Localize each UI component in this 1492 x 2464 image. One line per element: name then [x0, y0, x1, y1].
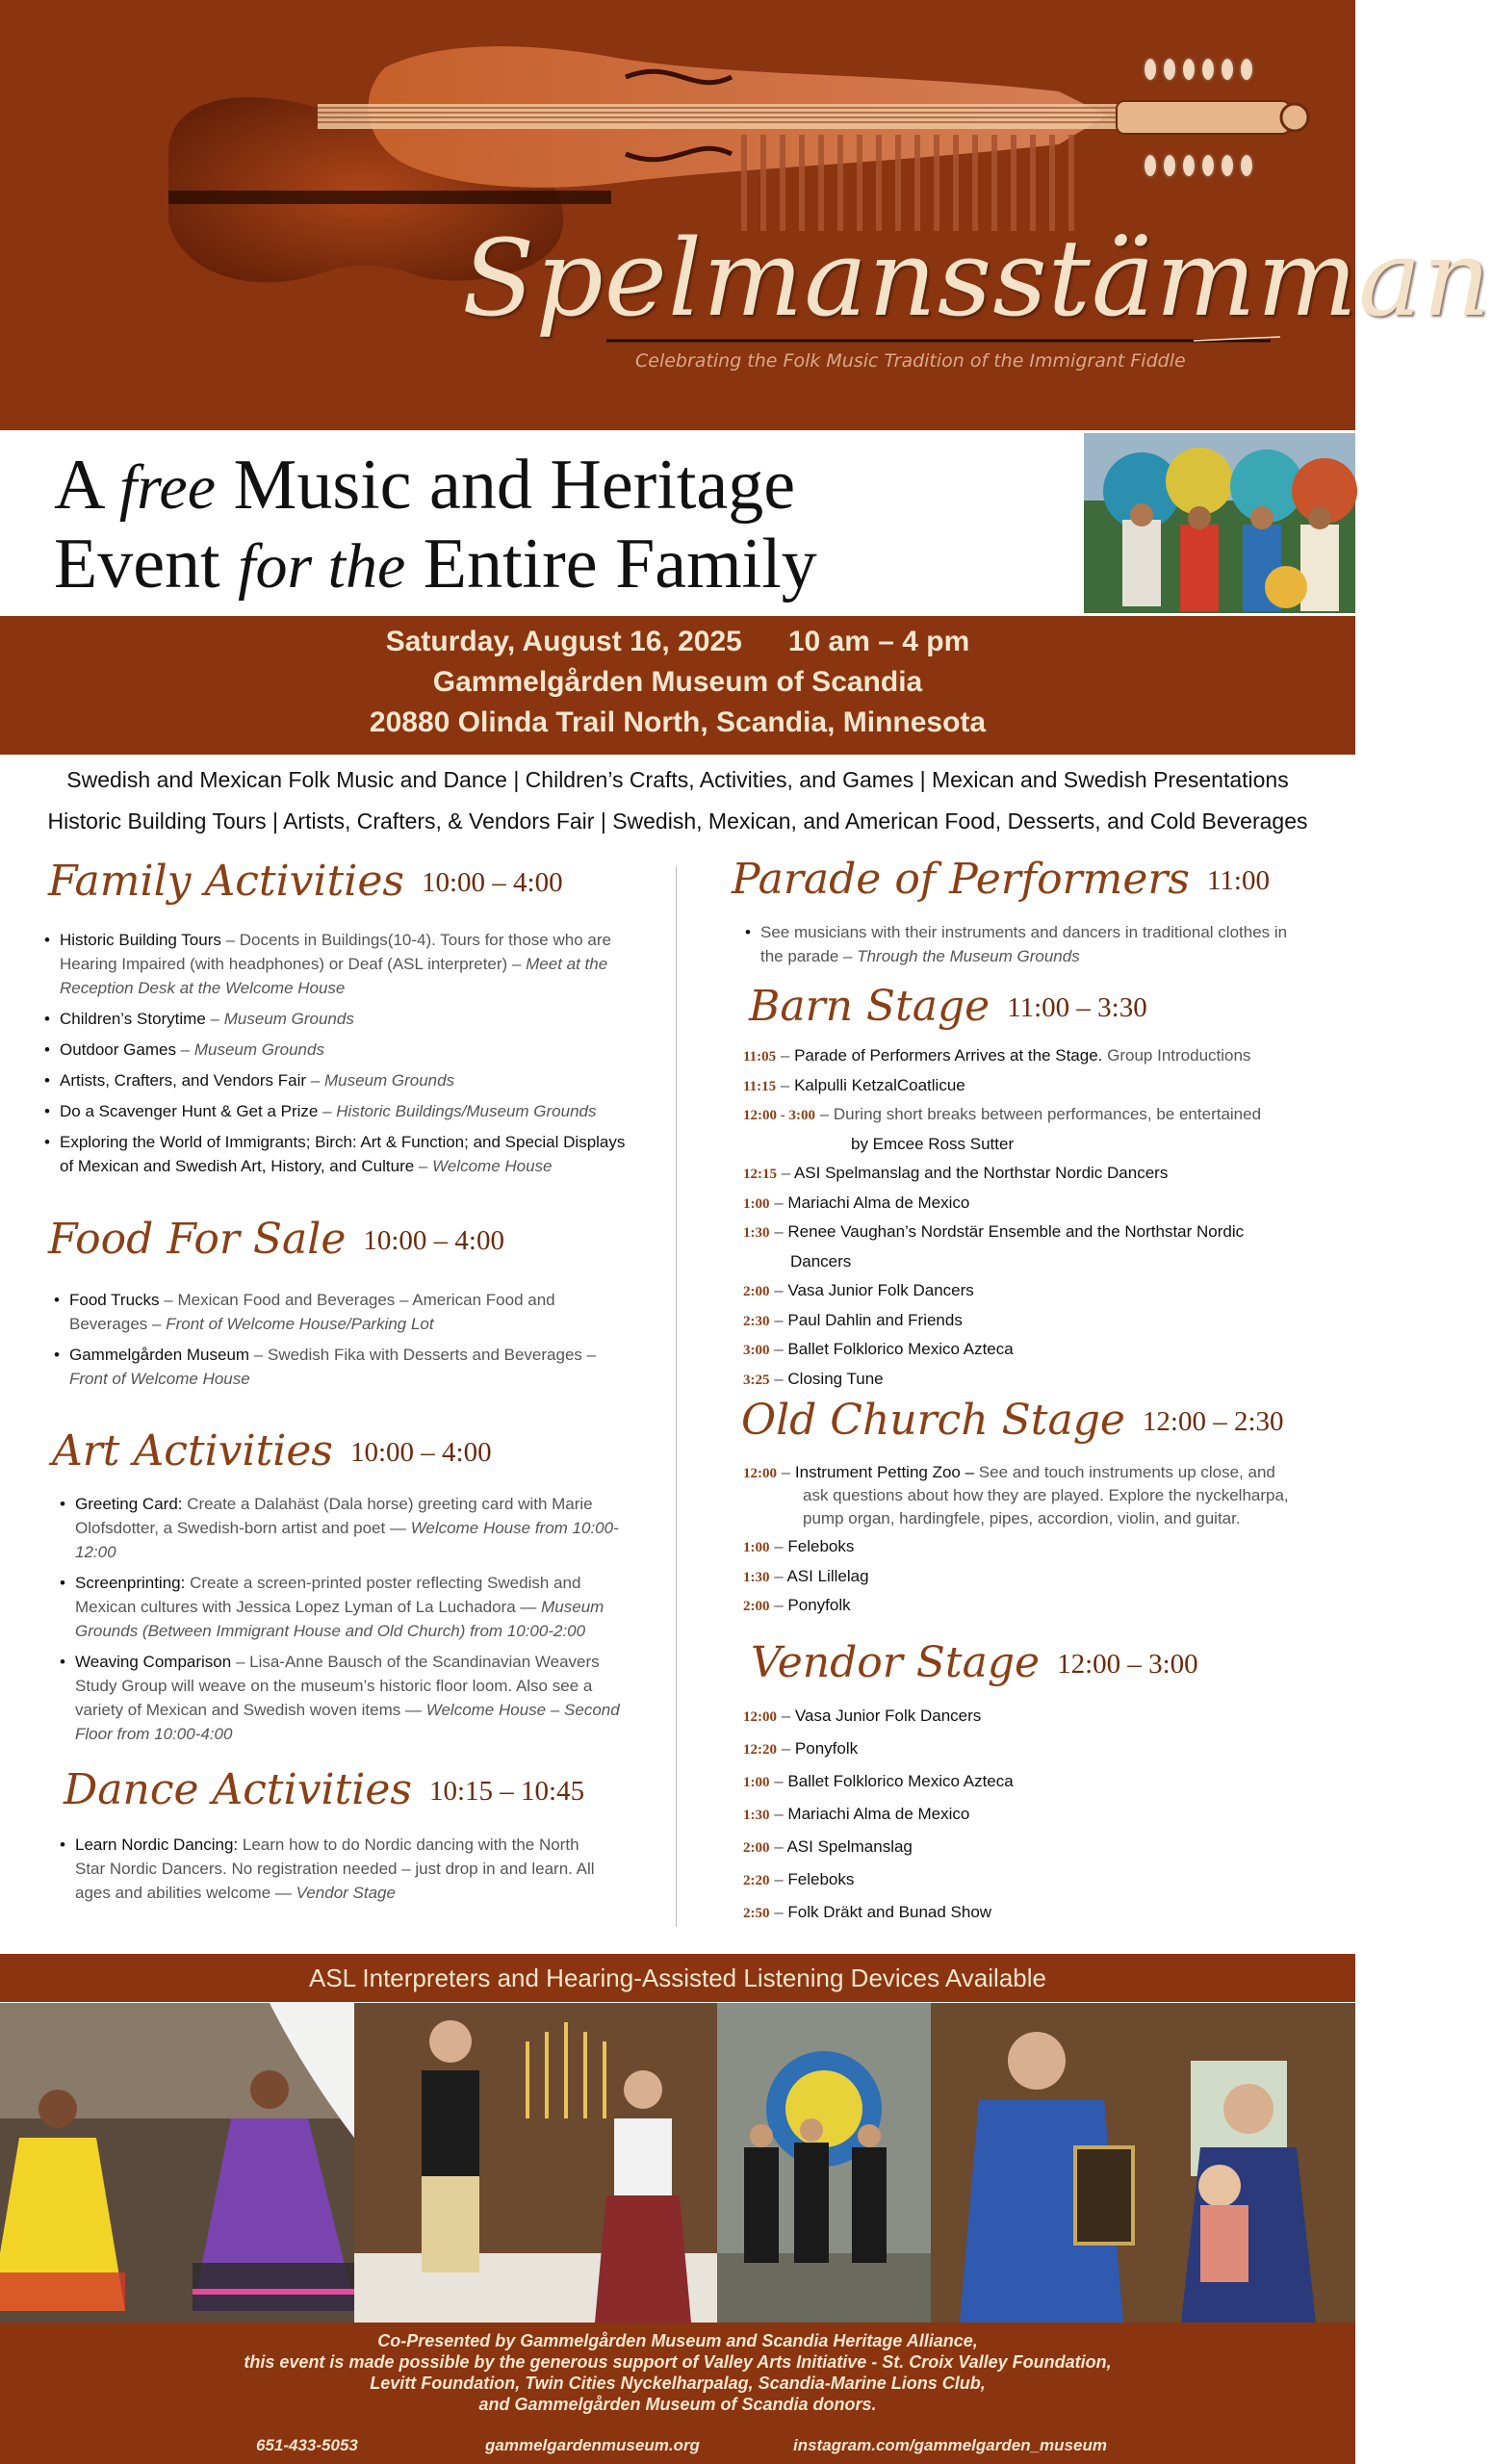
list-item: • Learn Nordic Dancing: Learn how to do Nordic dancing with the North Star Nordic Dancers. No registration needed – just drop in and learn. All ages and abilities welcome — Vendor Stage	[60, 1833, 608, 1905]
highlights-row-2: Historic Building Tours | Artists, Crafters, & Vendors Fair | Swedish, Mexican, and American Food, Desserts, and Cold Beverages	[47, 808, 1308, 834]
section-title-vendor-stage	[751, 1638, 1198, 1687]
list-item: • Outdoor Games – Museum Grounds	[44, 1038, 626, 1062]
barn-stage-schedule	[743, 1041, 1321, 1394]
list-item: • Weaving Comparison – Lisa-Anne Bausch of the Scandinavian Weavers Study Group will weave on the museum’s historic floor loom. Also see a variety of Mexican and Swedish woven items — Welcome House – Second Floor from 10:00-4:00	[60, 1650, 628, 1746]
section-title-text: Dance Activities	[64, 1765, 412, 1814]
event-date-time	[0, 626, 1355, 658]
old-church-stage-schedule	[743, 1461, 1321, 1621]
event-venue: Gammelgården Museum of Scandia	[432, 666, 923, 698]
schedule-item: 2:00 – ASI Spelmanslag	[743, 1837, 913, 1856]
header-banner	[0, 0, 1492, 430]
schedule-item: 3:00 – Ballet Folklorico Mexico Azteca	[743, 1340, 1014, 1358]
list-item: • Screenprinting: Create a screen-printed poster reflecting Swedish and Mexican cultures with Jessica Lopez Lyman of La Luchadora — Museum Grounds (Between Immigrant House and Old Church) from 10:00-2:00	[60, 1571, 628, 1643]
mariachi-photo	[717, 2003, 931, 2323]
instagram-link[interactable]: instagram.com/gammelgarden_museum	[793, 2436, 1107, 2454]
list-item: • Gammelgården Museum – Swedish Fika with Desserts and Beverages – Front of Welcome House	[54, 1343, 626, 1391]
event-date: Saturday, August 16, 2025	[385, 626, 742, 657]
event-info-bar	[0, 616, 1355, 755]
section-title-old-church-stage	[741, 1396, 1284, 1445]
fiddlers-photo	[354, 2003, 717, 2323]
list-item: • Greeting Card: Create a Dalahäst (Dala horse) greeting card with Marie Olofsdotter, a Swedish-born artist and poet — Welcome House from 10:00-12:00	[60, 1492, 628, 1564]
headline-phrase: Music and Heritage	[233, 446, 796, 525]
section-title-art-activities	[52, 1426, 492, 1476]
accordion-player-photo	[931, 2003, 1355, 2323]
vendor-stage-schedule	[743, 1702, 1321, 1931]
sponsor-line-3: Levitt Foundation, Twin Cities Nyckelharpalag, Scandia-Marine Lions Club,	[370, 2374, 986, 2393]
schedule-item: 12:00 – Vasa Junior Folk Dancers	[743, 1707, 982, 1725]
sponsor-line-1: Co-Presented by Gammelgården Museum and Scandia Heritage Alliance,	[377, 2331, 978, 2350]
section-time: 11:00	[1206, 865, 1270, 896]
schedule-item: 2:20 – Feleboks	[743, 1870, 855, 1888]
list-item: • Historic Building Tours – Docents in Buildings(10-4). Tours for those who are Hearing Impaired (with headphones) or Deaf (ASL interpreter) – Meet at the Reception Desk at the Welcome House	[44, 928, 626, 1000]
family-activities-list	[44, 928, 626, 1185]
section-title-text: Art Activities	[52, 1426, 333, 1476]
section-time: 11:00 – 3:30	[1007, 992, 1147, 1023]
schedule-item: 1:00 – Feleboks	[743, 1537, 855, 1555]
headline-line-2	[54, 524, 817, 605]
section-title-text: Parade of Performers	[732, 855, 1190, 904]
schedule-item-continued: Dancers	[790, 1251, 852, 1270]
dance-activities-list	[60, 1833, 608, 1912]
footer	[0, 2323, 1355, 2464]
section-title-text: Barn Stage	[749, 982, 990, 1031]
photo-strip	[0, 2003, 1355, 2323]
list-item: • See musicians with their instruments and dancers in traditional clothes in the parade – Through the Museum Grounds	[745, 920, 1299, 968]
section-time: 10:00 – 4:00	[363, 1225, 504, 1256]
section-time: 10:15 – 10:45	[429, 1776, 585, 1807]
list-item: • Artists, Crafters, and Vendors Fair – Museum Grounds	[44, 1068, 626, 1092]
section-title-parade	[732, 855, 1270, 904]
schedule-item-continued: ask questions about how they are played. Explore the nyckelharpa,	[803, 1486, 1289, 1504]
schedule-item-continued: by Emcee Ross Sutter	[851, 1134, 1015, 1153]
dancers-photo	[1084, 433, 1355, 613]
event-title: Spelmansstämman	[462, 217, 1492, 340]
section-title-text: Food For Sale	[48, 1215, 347, 1264]
schedule-item: 1:30 – ASI Lillelag	[743, 1566, 869, 1585]
event-tagline: Celebrating the Folk Music Tradition of the Immigrant Fiddle	[635, 350, 1186, 372]
art-activities-list	[60, 1492, 628, 1753]
section-title-barn-stage	[749, 982, 1147, 1031]
schedule-item: 12:00 - 3:00 – During short breaks between performances, be entertained	[743, 1105, 1262, 1123]
headline-section	[0, 430, 1355, 616]
event-time: 10 am – 4 pm	[787, 626, 970, 657]
phone-number: 651-433-5053	[256, 2436, 358, 2454]
asl-notice-bar: ASL Interpreters and Hearing-Assisted Listening Devices Available	[0, 1954, 1355, 2002]
schedule-item-continued: pump organ, hardingfele, pipes, accordion, violin, and guitar.	[803, 1509, 1241, 1527]
folklorico-dancers-photo	[0, 2003, 354, 2323]
headline-line-1	[54, 445, 795, 526]
section-title-food-for-sale	[48, 1215, 504, 1264]
parade-list	[745, 920, 1299, 975]
list-item: • Exploring the World of Immigrants; Birch: Art & Function; and Special Displays of Mexican and Swedish Art, History, and Culture – Welcome House	[44, 1130, 626, 1178]
section-title-family-activities	[48, 857, 563, 906]
headline-word: Event	[54, 525, 220, 603]
schedule-item: 3:25 – Closing Tune	[743, 1369, 884, 1388]
schedule-item: 12:20 – Ponyfolk	[743, 1739, 859, 1758]
list-item: • Do a Scavenger Hunt & Get a Prize – Historic Buildings/Museum Grounds	[44, 1099, 626, 1123]
schedule-item: 2:00 – Ponyfolk	[743, 1596, 851, 1614]
section-time: 10:00 – 4:00	[349, 1437, 492, 1468]
section-time: 10:00 – 4:00	[421, 867, 563, 898]
event-address: 20880 Olinda Trail North, Scandia, Minnesota	[369, 706, 987, 738]
section-title-text: Old Church Stage	[741, 1396, 1125, 1445]
schedule-item: 12:15 – ASI Spelmanslag and the Northstar Nordic Dancers	[743, 1164, 1169, 1182]
headline-italic-word: for the	[238, 531, 406, 602]
schedule-item: 1:00 – Ballet Folklorico Mexico Azteca	[743, 1772, 1014, 1790]
schedule-item: 1:30 – Renee Vaughan’s Nordstär Ensemble and the Northstar Nordic	[743, 1222, 1245, 1241]
schedule-item: 12:00 – Instrument Petting Zoo – See and touch instruments up close, and	[743, 1463, 1275, 1481]
section-time: 12:00 – 3:00	[1057, 1649, 1198, 1680]
website-link[interactable]: gammelgardenmuseum.org	[485, 2436, 700, 2454]
section-title-dance-activities	[64, 1765, 584, 1814]
schedule-item: 11:15 – Kalpulli KetzalCoatlicue	[743, 1075, 965, 1094]
schedule-item: 11:05 – Parade of Performers Arrives at the Stage. Group Introductions	[743, 1046, 1251, 1065]
schedule-item: 2:00 – Vasa Junior Folk Dancers	[743, 1281, 974, 1299]
schedule-item: 1:30 – Mariachi Alma de Mexico	[743, 1805, 970, 1823]
column-divider	[676, 866, 677, 1927]
highlights-row-1: Swedish and Mexican Folk Music and Dance | Children’s Crafts, Activities, and Games | Mexican and Swedish Presentations	[66, 767, 1289, 792]
schedule-item: 1:00 – Mariachi Alma de Mexico	[743, 1193, 970, 1212]
headline-italic-word: free	[118, 452, 217, 523]
section-title-text: Vendor Stage	[751, 1638, 1041, 1687]
sponsor-line-2: this event is made possible by the generous support of Valley Arts Initiative - St. Croix Valley Foundation,	[244, 2352, 1112, 2372]
schedule-item: 2:30 – Paul Dahlin and Friends	[743, 1310, 963, 1329]
section-title-text: Family Activities	[48, 857, 404, 906]
list-item: • Food Trucks – Mexican Food and Beverages – American Food and Beverages – Front of Welcome House/Parking Lot	[54, 1288, 626, 1336]
schedule-item: 2:50 – Folk Dräkt and Bunad Show	[743, 1903, 992, 1921]
headline-phrase: Entire Family	[423, 525, 817, 603]
food-list	[54, 1288, 626, 1398]
list-item: • Children’s Storytime – Museum Grounds	[44, 1007, 626, 1031]
section-time: 12:00 – 2:30	[1142, 1406, 1284, 1437]
headline-word: A	[54, 446, 102, 525]
sponsor-line-4: and Gammelgården Museum of Scandia donors.	[478, 2395, 877, 2414]
